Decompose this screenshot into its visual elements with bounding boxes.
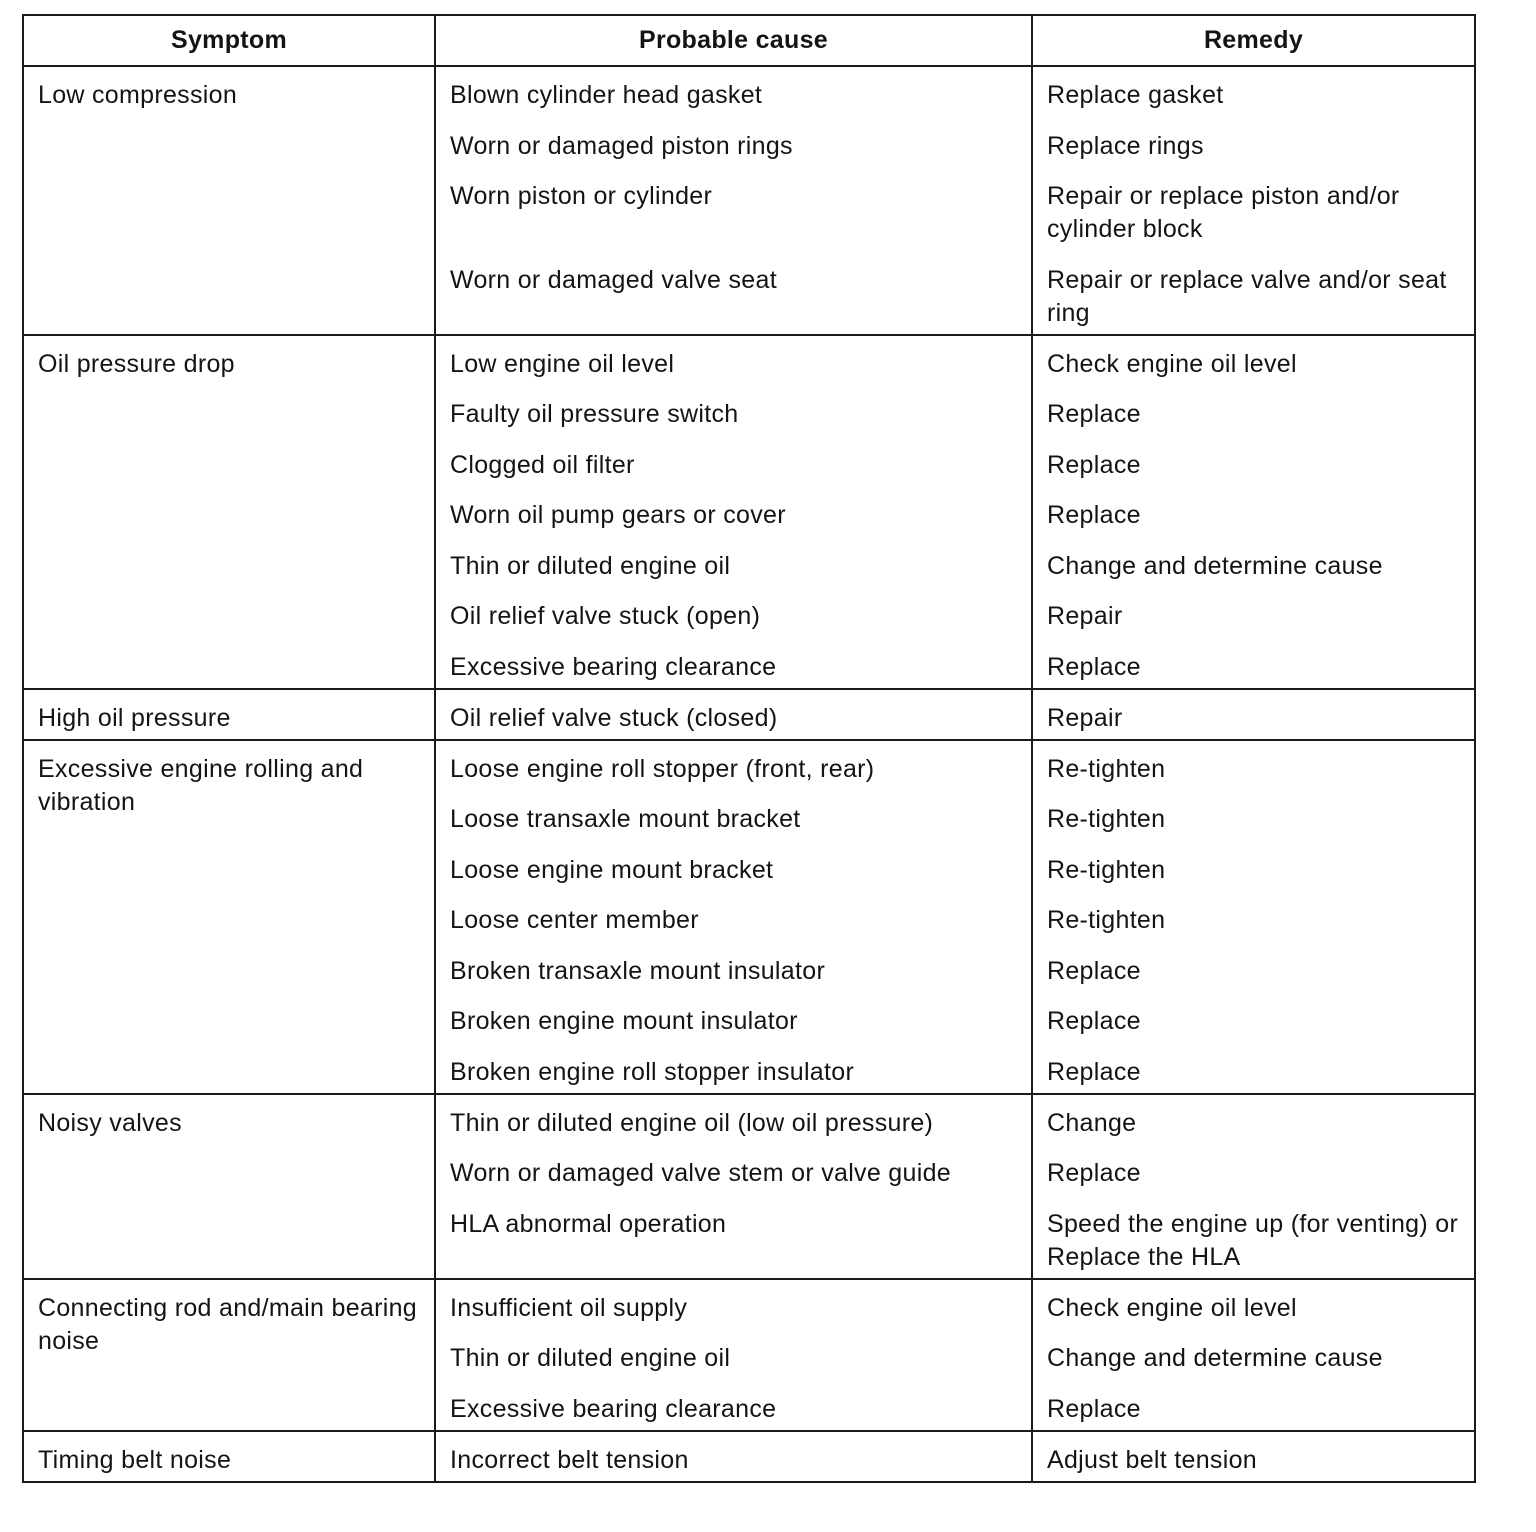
symptom-cell bbox=[23, 689, 435, 740]
cause-item: Loose center member bbox=[450, 906, 699, 934]
table-row bbox=[23, 1431, 1475, 1482]
table-row bbox=[23, 1279, 1475, 1431]
header-remedy: Remedy bbox=[1032, 15, 1475, 66]
cause-item: Worn or damaged valve seat bbox=[450, 265, 777, 294]
probable-cause-cell bbox=[435, 335, 1032, 689]
remedy-item: Re-tighten bbox=[1047, 906, 1166, 934]
remedy-item: Change bbox=[1047, 1108, 1137, 1137]
table-row bbox=[23, 335, 1475, 689]
cause-item: Thin or diluted engine oil (low oil pressure) bbox=[450, 1108, 934, 1137]
cause-item: Worn piston or cylinder bbox=[450, 182, 713, 210]
cause-item: Worn or damaged piston rings bbox=[450, 131, 793, 160]
table-row bbox=[23, 689, 1475, 740]
symptom-text: Timing belt noise bbox=[38, 1445, 232, 1474]
symptom-text: Excessive engine rolling and vibration bbox=[38, 754, 364, 816]
header-symptom: Symptom bbox=[23, 15, 435, 66]
remedy-item: Replace bbox=[1047, 956, 1141, 985]
cause-item: Excessive bearing clearance bbox=[450, 652, 777, 681]
cause-item: Worn or damaged valve stem or valve guide bbox=[450, 1159, 951, 1187]
symptom-text: High oil pressure bbox=[38, 703, 231, 732]
remedy-item: Change and determine cause bbox=[1047, 551, 1383, 580]
symptom-cell bbox=[23, 1279, 435, 1431]
cause-item: Loose engine roll stopper (front, rear) bbox=[450, 754, 875, 783]
remedy-item: Replace rings bbox=[1047, 131, 1204, 160]
cause-item: HLA abnormal operation bbox=[450, 1209, 727, 1238]
table-row bbox=[23, 740, 1475, 1094]
cause-item: Excessive bearing clearance bbox=[450, 1394, 777, 1423]
cause-item: Broken transaxle mount insulator bbox=[450, 956, 826, 985]
remedy-cell bbox=[1032, 335, 1475, 689]
symptom-cell bbox=[23, 1431, 435, 1482]
remedy-item: Replace gasket bbox=[1047, 81, 1224, 109]
cause-item: Worn oil pump gears or cover bbox=[450, 501, 786, 529]
remedy-item: Re-tighten bbox=[1047, 855, 1166, 884]
remedy-cell bbox=[1032, 1279, 1475, 1431]
table-body bbox=[23, 66, 1475, 1482]
cause-item: Clogged oil filter bbox=[450, 450, 635, 479]
cause-item: Faulty oil pressure switch bbox=[450, 400, 739, 428]
remedy-cell bbox=[1032, 66, 1475, 335]
cause-item: Thin or diluted engine oil bbox=[450, 551, 731, 580]
remedy-item: Replace bbox=[1047, 1159, 1141, 1187]
table-row bbox=[23, 66, 1475, 335]
cause-item: Broken engine roll stopper insulator bbox=[450, 1057, 855, 1086]
remedy-cell bbox=[1032, 1431, 1475, 1482]
symptom-cell bbox=[23, 740, 435, 1094]
remedy-item: Replace bbox=[1047, 1057, 1141, 1086]
remedy-item: Re-tighten bbox=[1047, 754, 1166, 783]
remedy-item: Repair bbox=[1047, 703, 1123, 732]
table-header-row bbox=[23, 15, 1475, 66]
cause-item: Low engine oil level bbox=[450, 349, 675, 378]
remedy-item: Repair bbox=[1047, 602, 1123, 630]
cause-item: Incorrect belt tension bbox=[450, 1445, 689, 1474]
header-probable-cause: Probable cause bbox=[435, 15, 1032, 66]
cause-item: Oil relief valve stuck (closed) bbox=[450, 703, 778, 732]
remedy-item: Replace bbox=[1047, 1007, 1141, 1035]
troubleshooting-table bbox=[22, 14, 1476, 1483]
cause-item: Loose transaxle mount bracket bbox=[450, 805, 801, 833]
remedy-item: Replace bbox=[1047, 652, 1141, 681]
remedy-item: Change and determine cause bbox=[1047, 1344, 1383, 1372]
cause-item: Blown cylinder head gasket bbox=[450, 81, 763, 109]
remedy-item: Replace bbox=[1047, 400, 1141, 428]
probable-cause-cell bbox=[435, 1431, 1032, 1482]
remedy-cell bbox=[1032, 1094, 1475, 1279]
probable-cause-cell bbox=[435, 1094, 1032, 1279]
probable-cause-cell bbox=[435, 66, 1032, 335]
symptom-cell bbox=[23, 335, 435, 689]
troubleshooting-page bbox=[22, 14, 1474, 1483]
cause-item: Insufficient oil supply bbox=[450, 1293, 688, 1322]
cause-item: Loose engine mount bracket bbox=[450, 855, 774, 884]
remedy-item: Repair or replace valve and/or seat ring bbox=[1047, 265, 1447, 327]
probable-cause-cell bbox=[435, 740, 1032, 1094]
remedy-cell bbox=[1032, 689, 1475, 740]
remedy-item: Replace bbox=[1047, 501, 1141, 529]
remedy-item: Repair or replace piston and/or cylinder block bbox=[1047, 182, 1400, 243]
symptom-cell bbox=[23, 1094, 435, 1279]
remedy-item: Check engine oil level bbox=[1047, 349, 1297, 378]
symptom-text: Noisy valves bbox=[38, 1108, 182, 1137]
cause-item: Thin or diluted engine oil bbox=[450, 1344, 731, 1372]
remedy-item: Replace bbox=[1047, 1394, 1141, 1423]
probable-cause-cell bbox=[435, 689, 1032, 740]
remedy-item: Check engine oil level bbox=[1047, 1293, 1297, 1322]
symptom-cell bbox=[23, 66, 435, 335]
probable-cause-cell bbox=[435, 1279, 1032, 1431]
cause-item: Broken engine mount insulator bbox=[450, 1007, 798, 1035]
remedy-item: Speed the engine up (for venting) or Replace the HLA bbox=[1047, 1209, 1459, 1271]
remedy-item: Re-tighten bbox=[1047, 805, 1166, 833]
cause-item: Oil relief valve stuck (open) bbox=[450, 602, 761, 630]
symptom-text: Connecting rod and/main bearing noise bbox=[38, 1293, 417, 1355]
remedy-item: Replace bbox=[1047, 450, 1141, 479]
symptom-text: Low compression bbox=[38, 81, 238, 109]
table-row bbox=[23, 1094, 1475, 1279]
symptom-text: Oil pressure drop bbox=[38, 349, 235, 378]
remedy-cell bbox=[1032, 740, 1475, 1094]
remedy-item: Adjust belt tension bbox=[1047, 1445, 1257, 1474]
